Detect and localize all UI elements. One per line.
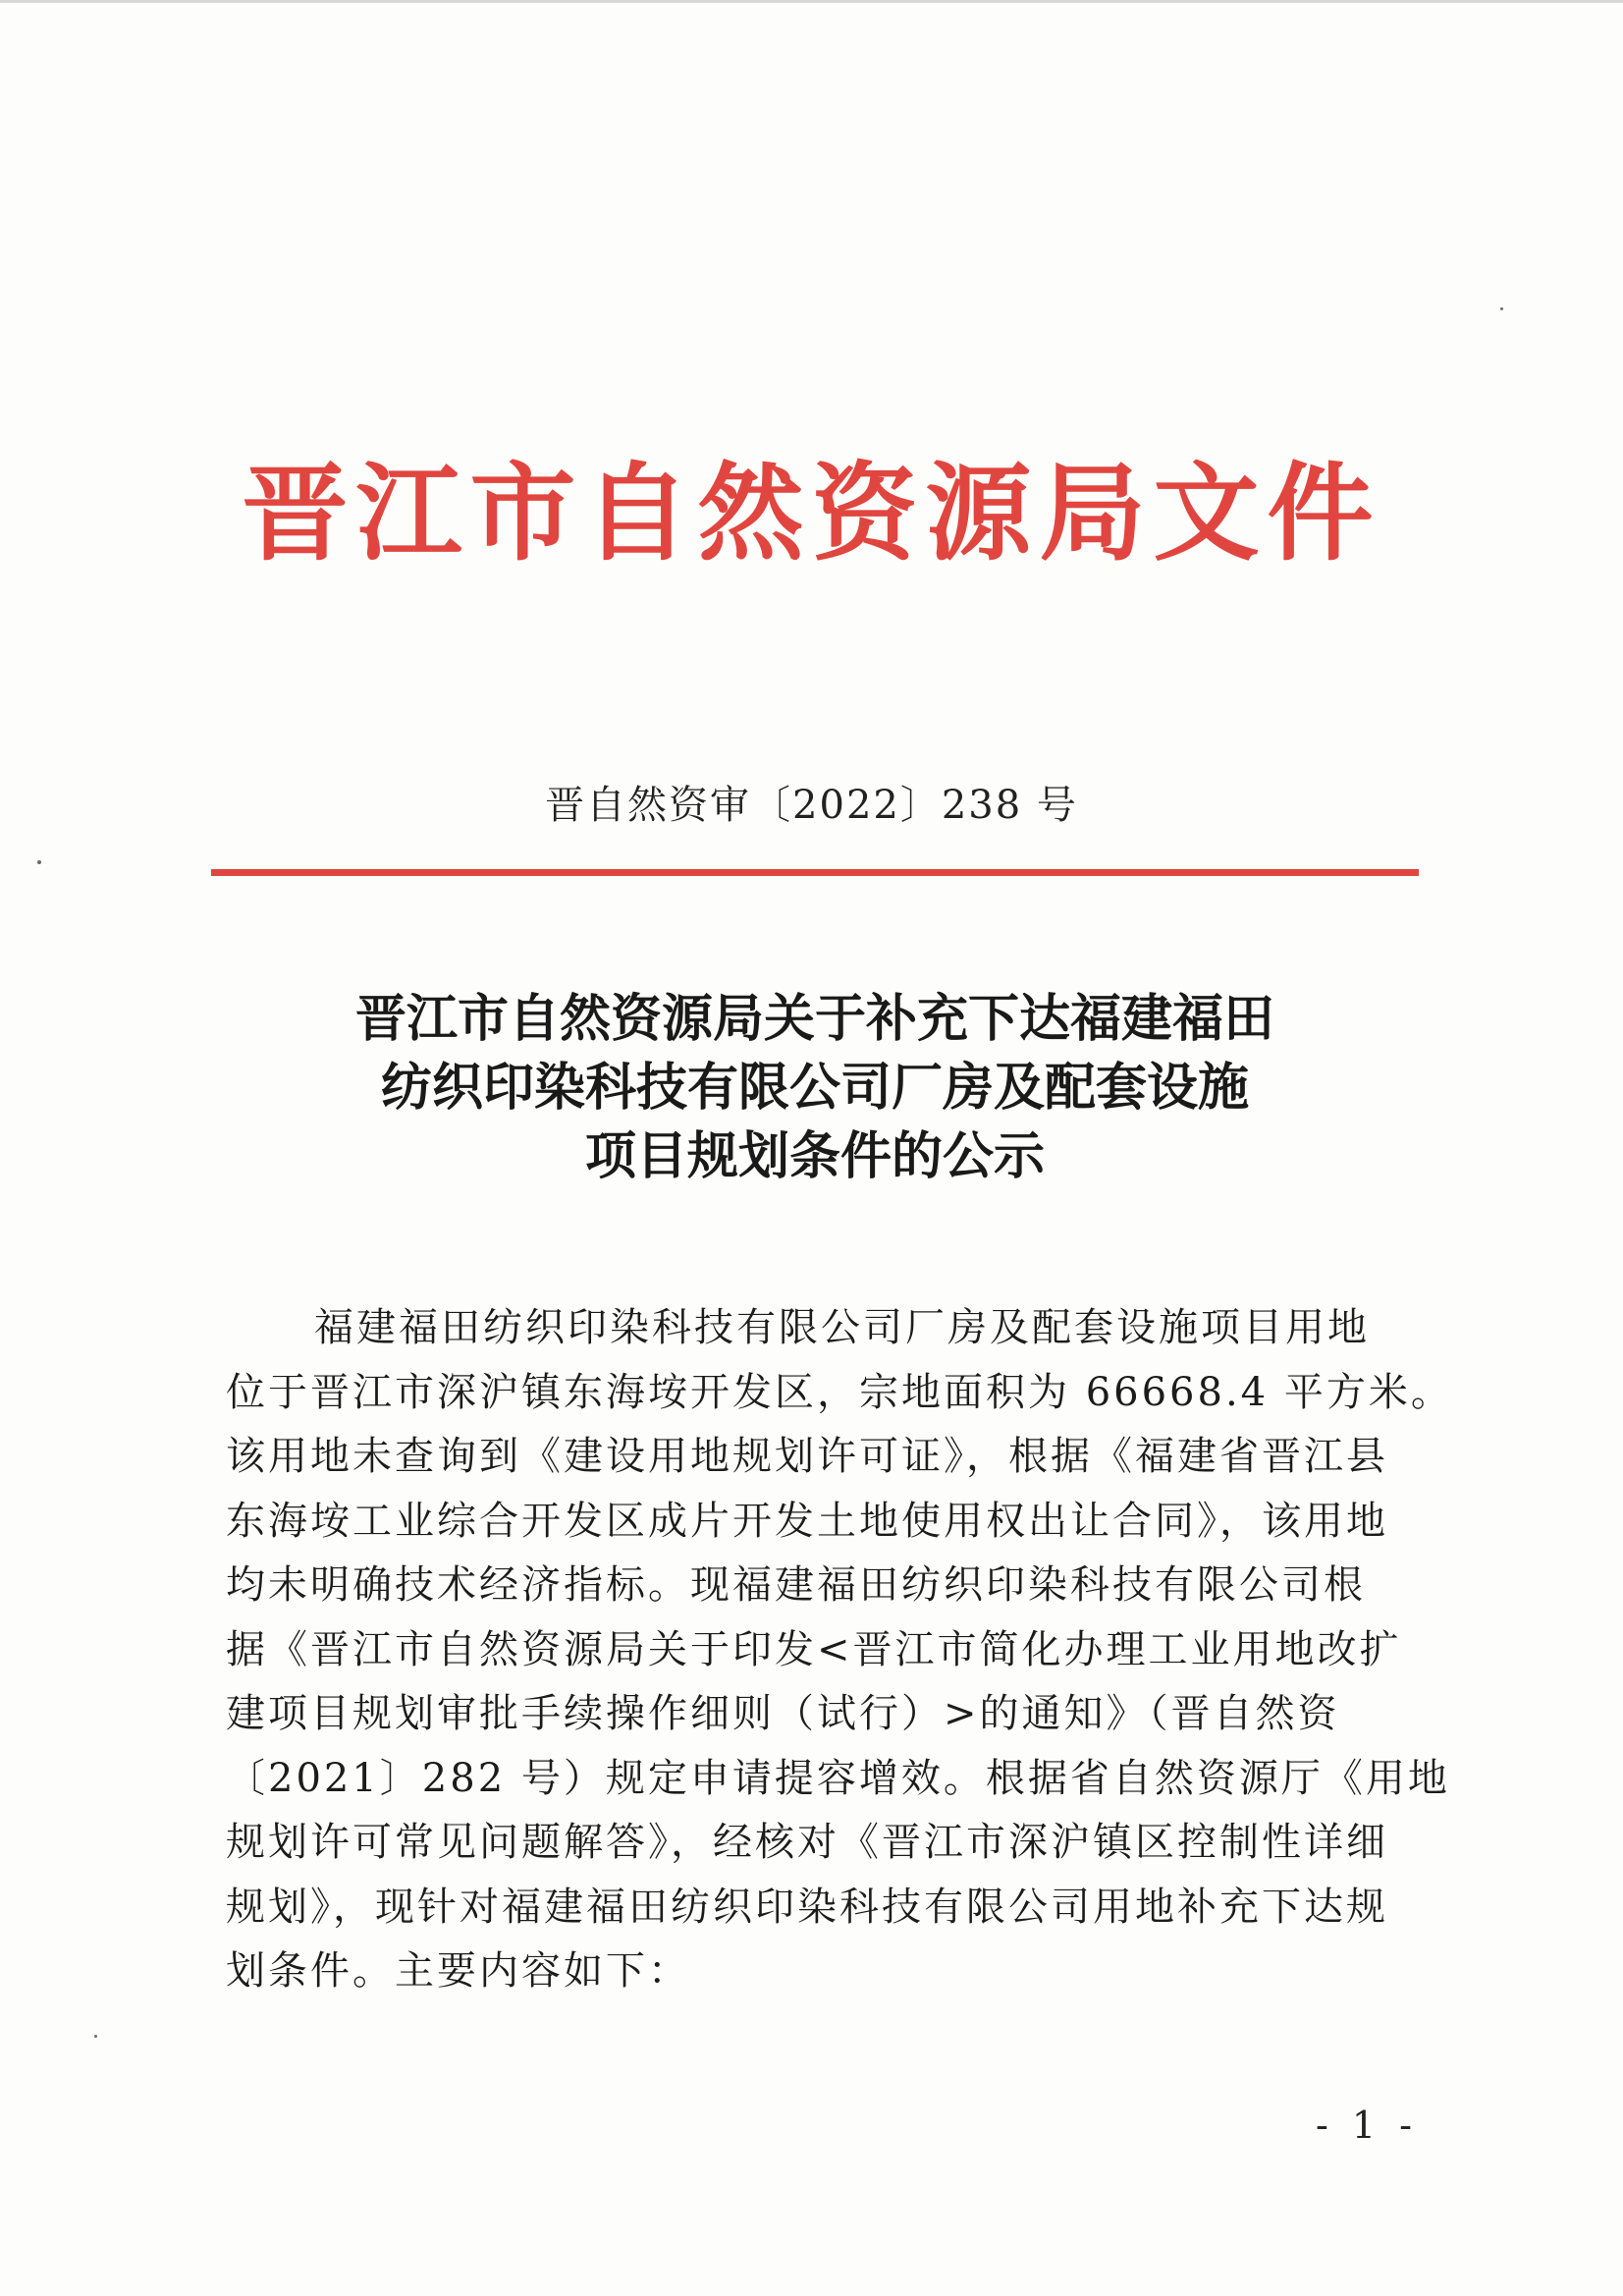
- page-number: - 1 -: [1316, 2104, 1419, 2147]
- body-line: 规划许可常见问题解答》，经核对《晋江市深沪镇区控制性详细: [226, 1820, 1388, 1865]
- document-body: [226, 1296, 1453, 2004]
- body-line: 规划》，现针对福建福田纺织印染科技有限公司用地补充下达规: [226, 1884, 1388, 1930]
- document-title-line: 晋江市自然资源局关于补充下达福建福田: [354, 990, 1274, 1049]
- document-title-line: 纺织印染科技有限公司厂房及配套设施: [380, 1059, 1249, 1118]
- document-masthead: 晋江市自然资源局文件: [242, 453, 1381, 575]
- body-line: 〔2021〕282 号）规定申请提容增效。根据省自然资源厅《用地: [226, 1755, 1450, 1801]
- body-line: 均未明确技术经济指标。现福建福田纺织印染科技有限公司根: [226, 1562, 1366, 1608]
- red-divider-line: [211, 869, 1419, 876]
- document-title-line: 项目规划条件的公示: [584, 1127, 1045, 1186]
- document-title: [211, 985, 1419, 1191]
- scan-speck: [94, 2035, 97, 2038]
- body-line: 据《晋江市自然资源局关于印发<晋江市简化办理工业用地改扩: [226, 1626, 1402, 1672]
- scan-speck: [1500, 307, 1503, 310]
- body-line: 划条件。主要内容如下：: [226, 1948, 690, 1994]
- body-line: 福建福田纺织印染科技有限公司厂房及配套设施项目用地: [314, 1305, 1370, 1350]
- scan-speck: [37, 860, 41, 864]
- document-number: 晋自然资审〔2022〕238 号: [545, 783, 1078, 828]
- body-line: 建项目规划审批手续操作细则（试行）>的通知》（晋自然资: [226, 1691, 1340, 1736]
- body-line: 该用地未查询到《建设用地规划许可证》，根据《福建省晋江县: [226, 1434, 1388, 1479]
- body-line: 位于晋江市深沪镇东海垵开发区，宗地面积为 66668.4 平方米。: [226, 1369, 1453, 1415]
- scan-top-edge: [0, 0, 1623, 3]
- body-line: 东海垵工业综合开发区成片开发土地使用权出让合同》，该用地: [226, 1498, 1388, 1544]
